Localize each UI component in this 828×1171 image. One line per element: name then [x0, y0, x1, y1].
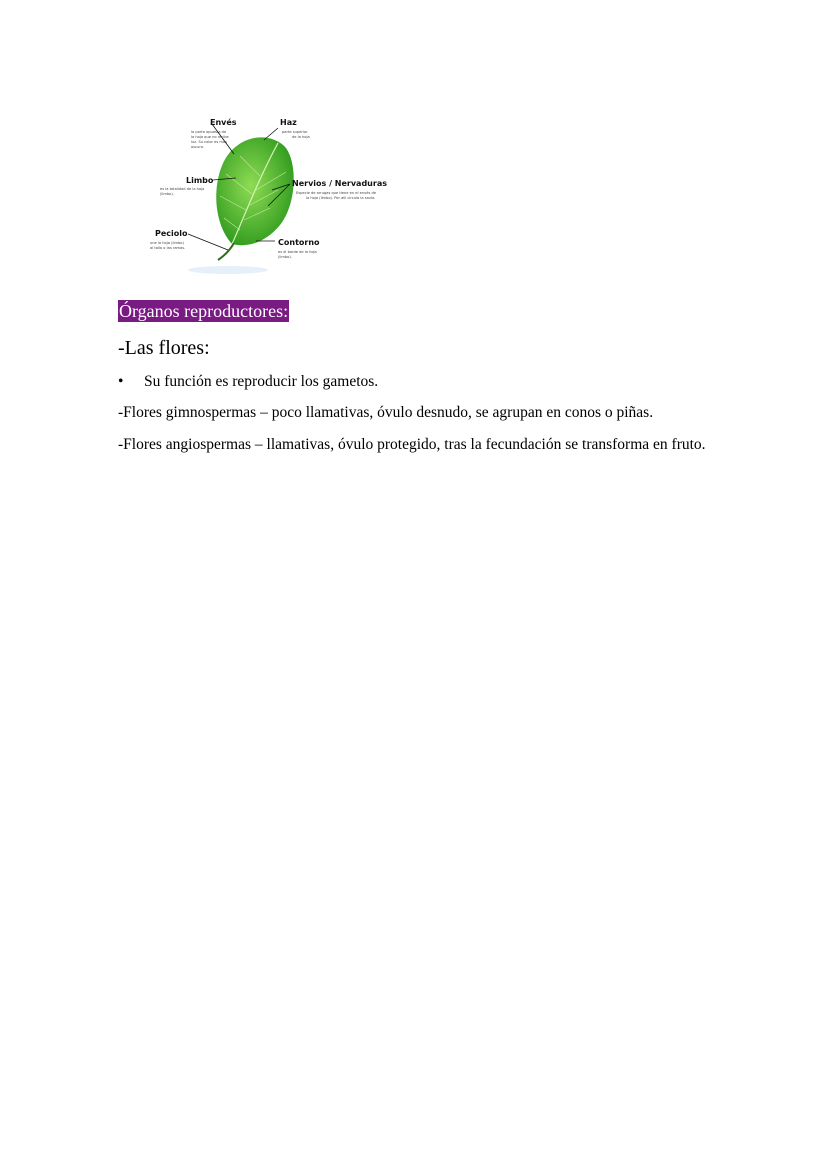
- leaf-shadow: [188, 266, 268, 274]
- leaf-diagram-svg: [140, 110, 390, 290]
- label-enves: Envés: [210, 118, 237, 127]
- bullet-text: Su función es reproducir los gametos.: [144, 373, 379, 390]
- peciolo-pointer: [188, 234, 228, 250]
- leaf-petiole: [218, 243, 234, 260]
- section-heading: Órganos reproductores:: [119, 301, 289, 321]
- bullet-dot: •: [118, 373, 124, 390]
- label-limbo: Limbo: [186, 176, 214, 185]
- leaf-diagram: [140, 110, 390, 290]
- enves-pointer: [212, 124, 234, 154]
- note-peciolo-2: al tallo o las ramas.: [150, 246, 186, 250]
- paragraph-angiospermas: -Flores angiospermas – llamativas, óvulo protegido, tras la fecundación se transforma en fruto.: [118, 436, 706, 453]
- note-enves-3: luz. Su color es más: [191, 140, 227, 144]
- section-subheading: -Las flores:: [118, 337, 210, 359]
- note-peciolo-1: une la hoja (limbo): [150, 241, 184, 245]
- haz-pointer: [264, 128, 278, 140]
- note-enves-2: la hoja que no recibe: [191, 135, 229, 139]
- note-nervios-1: Especie de arrugas que tiene en el envés de: [296, 191, 376, 195]
- label-nervios: Nervios / Nervaduras: [292, 179, 387, 188]
- note-enves-1: la parte opuesta de: [191, 130, 227, 134]
- label-peciolo: Peciolo: [155, 229, 188, 238]
- note-limbo-1: es la totalidad de la hoja: [160, 187, 205, 191]
- note-nervios-2: la hoja (limbo). Por allí circula la savia.: [306, 196, 376, 200]
- note-enves-4: oscuro.: [191, 145, 205, 149]
- note-limbo-2: (limbo).: [160, 192, 174, 196]
- paragraph-gimnospermas: -Flores gimnospermas – poco llamativas, óvulo desnudo, se agrupan en conos o piñas.: [118, 404, 654, 421]
- label-contorno: Contorno: [278, 238, 320, 247]
- label-haz: Haz: [280, 118, 297, 127]
- note-contorno-2: (limbo).: [278, 255, 292, 259]
- note-contorno-1: es el borde de la hoja: [278, 250, 317, 254]
- note-haz-2: de la hoja: [292, 135, 310, 139]
- note-haz-1: parte superior: [282, 130, 308, 134]
